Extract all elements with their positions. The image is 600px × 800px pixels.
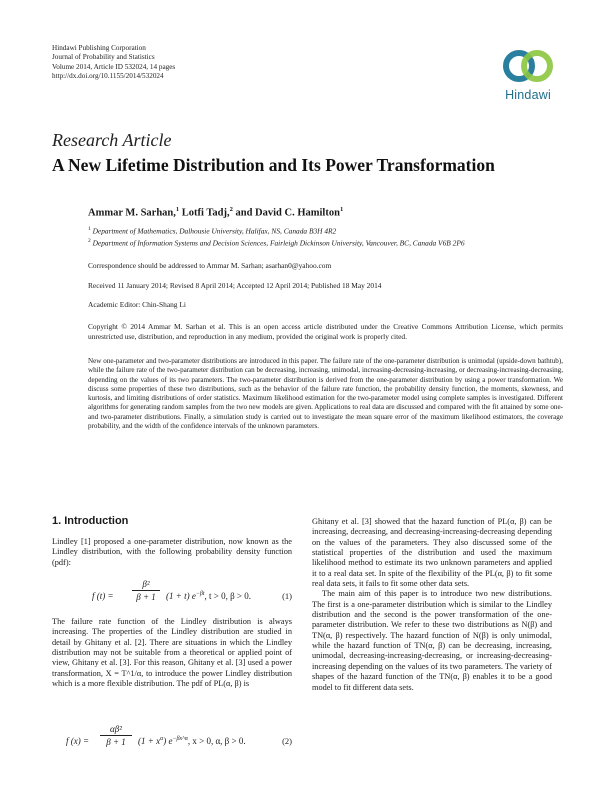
eq-numerator: αβ² bbox=[110, 724, 122, 734]
eq-exponent: α bbox=[160, 736, 164, 742]
affiliation-text: Department of Mathematics, Dalhousie University, Halifax, NS, Canada B3H 4R2 bbox=[90, 226, 337, 236]
eq-condition: , t > 0, β > 0. bbox=[204, 591, 252, 601]
paragraph: Ghitany et al. [3] showed that the hazard function of PL(α, β) can be increasing, decreasing, and decreasing-increasing-decreasing depending on the values of the parameters. They also discussed some of the statistical properties of the distribution and used the maximum likelihood method to estimate its two unknown parameters and applied it to a real data set. In spite of the flexibility of the PL(α, β) to fit some real data sets, it fails to fit some other data sets. bbox=[312, 517, 552, 589]
eq-exponent: −βt bbox=[195, 591, 205, 597]
eq-lhs: f (t) = bbox=[92, 591, 114, 601]
equation-2 bbox=[52, 722, 292, 762]
copyright-notice: Copyright © 2014 Ammar M. Sarhan et al. This is an open access article distributed under the Creative Commons Attribution License, which permits unrestricted use, distribution, and reproduction in any medium, provided the original work is properly cited. bbox=[88, 322, 563, 341]
eq-rhs-term: ) e bbox=[163, 736, 173, 746]
correspondence: Correspondence should be addressed to Ammar M. Sarhan; asarhan0@yahoo.com bbox=[88, 261, 332, 270]
paragraph: The failure rate function of the Lindley distribution is always increasing. The properties of the Lindley distribution are studied in detail by Ghitany et al. [2]. There are situations in which the Lindley distribution may not be suitable from a theoretical or applied point of view, Ghitany et al. [3]. For this reason, Ghitany et al. [3] used a power transformation, X = T^1/α, to introduce the power Lindley distribution which is a more flexible distribution. The pdf of PL(α, β) is bbox=[52, 617, 292, 689]
eq-fraction bbox=[100, 724, 132, 747]
doi-link[interactable]: http://dx.doi.org/10.1155/2014/532024 bbox=[52, 72, 164, 81]
equation-number: (2) bbox=[282, 736, 292, 746]
eq-rhs-term: (1 + x bbox=[138, 736, 161, 746]
logo-rings-icon bbox=[494, 46, 562, 90]
eq-rhs-term: (1 + t) e bbox=[166, 591, 196, 601]
equation-1 bbox=[52, 577, 292, 617]
publisher: Hindawi Publishing Corporation bbox=[52, 44, 146, 52]
article-title: A New Lifetime Distribution and Its Power Transformation bbox=[52, 155, 495, 175]
abstract: New one-parameter and two-parameter distributions are introduced in this paper. The failure rate of the one-parameter distribution is unimodal (upside-down bathtub), while the failure rate of the two-parameter distribution can be decreasing, increasing, unimodal, increasing-decreasing-increasing, or decreasing-increasing-decreasing, depending on the values of its two parameters. The two-parameter distribution is derived from the one-parameter distribution by using a power transformation. We discuss some properties of these two distributions, such as the behavior of the failure rate function, the probability density function, the moments, skewness, and kurtosis, and limiting distributions of order statistics. Maximum likelihood estimation for the two-parameter model using complete samples is investigated. Different algorithms for generating random samples from the two new models are given. Applications to real data are discussed and compared with the fit attained by some one- and two-parameter distributions. Finally, a simulation study is carried out to investigate the mean square error of the maximum likelihood estimators, the coverage probability, and the width of the confidence intervals of the unknown parameters. bbox=[88, 357, 563, 431]
left-column-para-2 bbox=[52, 617, 292, 689]
hindawi-logo bbox=[494, 46, 562, 108]
author-name: Lotfi Tadj, bbox=[179, 207, 230, 219]
eq-denominator: β + 1 bbox=[106, 737, 126, 747]
author-affiliation-mark: 1 bbox=[175, 206, 180, 213]
dates: Received 11 January 2014; Revised 8 April 2014; Accepted 12 April 2014; Published 18 May 2014 bbox=[88, 281, 382, 290]
section-heading: 1. Introduction bbox=[52, 515, 129, 527]
author-affiliation-mark: 1 bbox=[339, 206, 344, 213]
affiliation-mark: 2 bbox=[88, 238, 91, 244]
author-name: Ammar M. Sarhan, bbox=[88, 207, 176, 219]
affiliation-mark: 1 bbox=[88, 226, 91, 232]
eq-fraction bbox=[132, 579, 160, 602]
author-name: and David C. Hamilton bbox=[232, 207, 340, 219]
paragraph: Lindley [1] proposed a one-parameter distribution, now known as the Lindley distribution, with the following probability density function (pdf): bbox=[52, 537, 292, 567]
eq-rhs bbox=[138, 736, 246, 746]
logo-text: Hindawi bbox=[505, 88, 551, 102]
academic-editor: Academic Editor: Chin-Shang Li bbox=[88, 300, 186, 309]
equation-number: (1) bbox=[282, 591, 292, 601]
author-affiliation-mark: 2 bbox=[229, 206, 233, 213]
affiliation-1 bbox=[88, 226, 558, 235]
eq-numerator: β² bbox=[142, 579, 150, 589]
eq-lhs: f (x) = bbox=[66, 736, 90, 746]
eq-rhs bbox=[166, 591, 251, 601]
author-list bbox=[88, 206, 343, 219]
paragraph: The main aim of this paper is to introduce two new distributions. The first is a one-parameter distribution which is similar to the Lindley distribution and the second is the power transformation of the one-parameter distribution. We refer to these two distributions as N(β) and TN(α, β) respectively. The hazard function of N(β) is only unimodal, while the hazard function of TN(α, β) can be decreasing, increasing, unimodal, decreasing-increasing-decreasing, or increasing-decreasing-increasing depending on the values of its two parameters. The variety of shapes of the hazard function of the TN(α, β) enables it to be a good model to fit different data sets. bbox=[312, 589, 552, 692]
affiliation-text: Department of Information Systems and Decision Sciences, Fairleigh Dickinson University, Vancouver, BC, Canada V6B 2P6 bbox=[90, 238, 465, 248]
article-type: Research Article bbox=[52, 130, 172, 150]
eq-exponent: −βx^α bbox=[172, 736, 188, 742]
publication-info bbox=[52, 44, 175, 82]
left-column-para-1 bbox=[52, 537, 292, 568]
eq-condition: , x > 0, α, β > 0. bbox=[187, 736, 246, 746]
eq-denominator: β + 1 bbox=[136, 592, 156, 602]
right-column bbox=[312, 517, 552, 693]
volume-info: Volume 2014, Article ID 532024, 14 pages bbox=[52, 62, 176, 71]
affiliation-2 bbox=[88, 238, 558, 247]
journal-name: Journal of Probability and Statistics bbox=[52, 53, 155, 62]
